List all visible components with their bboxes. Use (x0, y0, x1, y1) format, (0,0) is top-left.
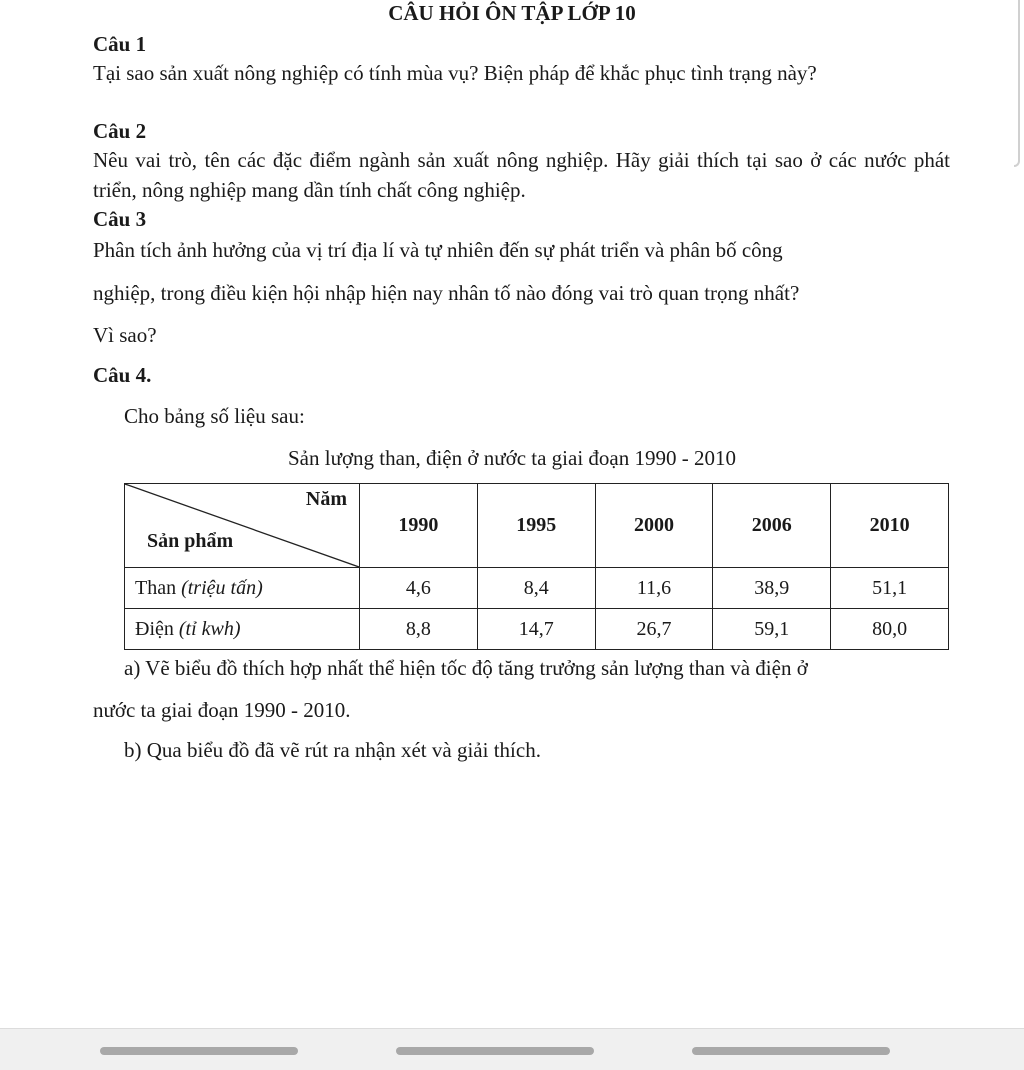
year-header: 1990 (360, 484, 478, 568)
question-3-heading: Câu 3 (93, 207, 147, 231)
table-cell: 8,8 (360, 609, 478, 650)
question-3-line-3: Vì sao? (93, 323, 157, 347)
year-header: 2006 (713, 484, 831, 568)
row-label-electricity (125, 609, 360, 650)
nav-handle-right[interactable] (692, 1047, 890, 1055)
year-header: 2010 (831, 484, 949, 568)
table-cell: 59,1 (713, 609, 831, 650)
question-1-heading: Câu 1 (93, 32, 147, 56)
table-header-row (125, 484, 949, 568)
table-caption: Sản lượng than, điện ở nước ta giai đoạn 1990 - 2010 (287, 446, 736, 470)
data-table (124, 483, 949, 650)
row-name: Điện (135, 617, 174, 640)
table-cell: 11,6 (595, 568, 713, 609)
question-4-heading: Câu 4. (93, 363, 152, 387)
table-cell: 4,6 (360, 568, 478, 609)
part-a-line-2: nước ta giai đoạn 1990 - 2010. (93, 698, 351, 722)
question-2-text: Nêu vai trò, tên các đặc điểm ngành sản xuất nông nghiệp. Hãy giải thích tại sao ở các nước phát triển, nông nghiệp mang dần tính chất công nghiệp. (93, 148, 950, 202)
corner-year-label: Năm (305, 488, 347, 510)
nav-handle-center[interactable] (396, 1047, 594, 1055)
bottom-navigation-bar (0, 1028, 1024, 1070)
row-label-coal (125, 568, 360, 609)
table-cell: 80,0 (831, 609, 949, 650)
corner-product-label: Sản phẩm (147, 530, 234, 552)
table-cell: 14,7 (477, 609, 595, 650)
part-b-text: b) Qua biểu đồ đã vẽ rút ra nhận xét và giải thích. (124, 738, 541, 762)
nav-handle-left[interactable] (100, 1047, 298, 1055)
table-row (125, 568, 949, 609)
row-unit: (tỉ kwh) (178, 617, 241, 640)
table-cell: 8,4 (477, 568, 595, 609)
table-corner-cell (125, 484, 360, 568)
year-header: 2000 (595, 484, 713, 568)
question-3-line-2: nghiệp, trong điều kiện hội nhập hiện nay nhân tố nào đóng vai trò quan trọng nhất? (93, 281, 800, 305)
table-cell: 26,7 (595, 609, 713, 650)
part-a-line-1: a) Vẽ biểu đồ thích hợp nhất thể hiện tốc độ tăng trưởng sản lượng than và điện ở (124, 656, 808, 680)
table-cell: 51,1 (831, 568, 949, 609)
document-title: CÂU HỎI ÔN TẬP LỚP 10 (388, 1, 636, 25)
question-2-heading: Câu 2 (93, 119, 147, 143)
row-name: Than (135, 576, 177, 599)
row-unit: (triệu tấn) (181, 576, 263, 599)
year-header: 1995 (477, 484, 595, 568)
question-1-text: Tại sao sản xuất nông nghiệp có tính mùa vụ? Biện pháp để khắc phục tình trạng này? (93, 61, 817, 85)
question-4-intro: Cho bảng số liệu sau: (124, 404, 305, 428)
table-cell: 38,9 (713, 568, 831, 609)
question-3-line-1: Phân tích ảnh hưởng của vị trí địa lí và tự nhiên đến sự phát triển và phân bố công (93, 238, 783, 262)
table-row (125, 609, 949, 650)
